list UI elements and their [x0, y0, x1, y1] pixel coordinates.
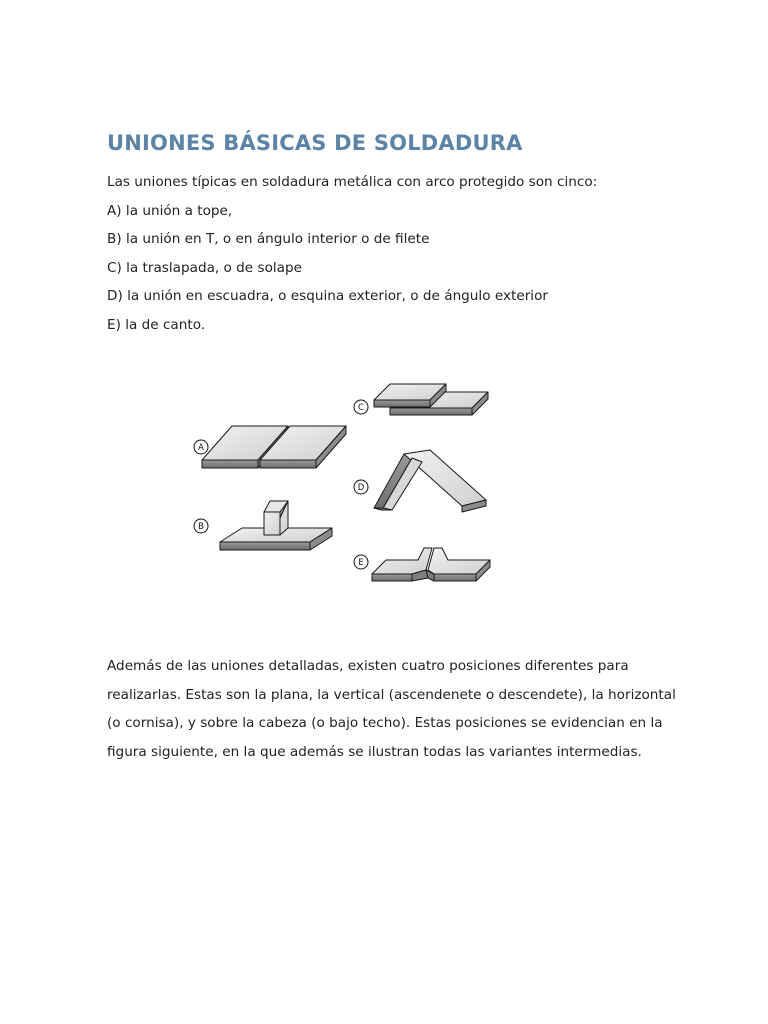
document-body — [107, 124, 667, 339]
page-title: UNIONES BÁSICAS DE SOLDADURA — [107, 131, 523, 155]
joint-c-lap — [374, 384, 488, 415]
paragraph-line: figura siguiente, en la que además se ilustran todas las variantes intermedias. — [107, 743, 642, 760]
label-d-badge — [354, 480, 368, 494]
label-b: B — [198, 522, 204, 532]
joint-d-corner — [374, 450, 486, 512]
list-item-e: E) la de canto. — [107, 316, 206, 333]
paragraph-line: Además de las uniones detalladas, existen cuatro posiciones diferentes para — [107, 658, 629, 674]
paragraph-line: (o cornisa), y sobre la cabeza (o bajo techo). Estas posiciones se evidencian en la — [107, 715, 663, 732]
label-c: C — [358, 403, 364, 413]
label-a: A — [198, 443, 204, 453]
list-item-c: C) la traslapada, o de solape — [107, 259, 302, 276]
joint-e-edge — [372, 548, 490, 581]
positions-paragraph — [107, 652, 676, 766]
weld-joints-figure — [190, 378, 500, 590]
joint-b-tee — [220, 501, 332, 550]
label-b-badge — [194, 519, 208, 533]
label-e-badge — [354, 555, 368, 569]
list-item-a: A) la unión a tope, — [107, 202, 233, 219]
list-item-b: B) la unión en T, o en ángulo interior o de filete — [107, 231, 430, 247]
list-item-d: D) la unión en escuadra, o esquina exterior, o de ángulo exterior — [107, 288, 548, 304]
paragraph-line: realizarlas. Estas son la plana, la vertical (ascendenete o descendete), la horizontal — [107, 686, 676, 703]
label-e: E — [358, 558, 364, 568]
label-a-badge — [194, 440, 208, 454]
intro-text: Las uniones típicas en soldadura metálica con arco protegido son cinco: — [107, 174, 598, 190]
weld-joints-illustration — [190, 378, 500, 590]
label-d: D — [357, 483, 365, 493]
joint-a-butt — [202, 426, 346, 468]
label-c-badge — [354, 400, 368, 414]
